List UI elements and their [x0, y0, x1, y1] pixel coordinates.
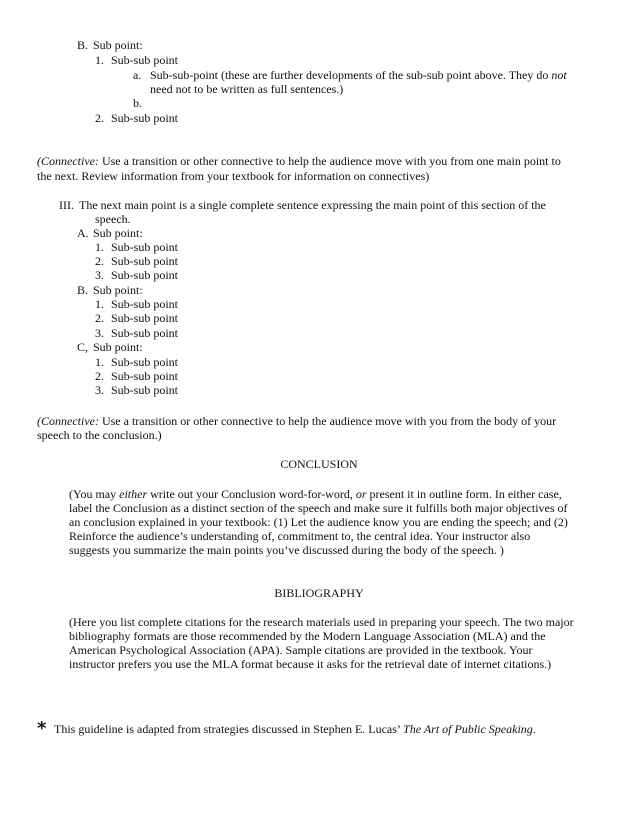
subsub-num: 3. [95, 383, 104, 397]
main-point-line1: The next main point is a single complete sentence expressing the main point of this section of the [79, 198, 546, 212]
subsub-text: Sub-sub point [111, 369, 179, 383]
subsubsub-a-line2: need not to be written as full sentences.) [150, 82, 344, 96]
subpoint-c-label: C, [77, 340, 89, 354]
main-point-line2: speech. [95, 212, 131, 226]
connective-label: (Connective: [37, 414, 99, 428]
bibliography-line2: bibliography formats are those recommended by the Modern Language Association (MLA) and the [69, 629, 546, 643]
subsub-text: Sub-sub point [111, 268, 179, 282]
subpoint-b2-label: B. [77, 283, 89, 297]
subsub-num: 1. [95, 297, 104, 311]
subsubsub-b-label: b. [133, 96, 142, 110]
book-title: The Art of Public Speaking [403, 722, 533, 736]
connective-label: (Connective: [37, 154, 99, 168]
subsub-num: 1. [95, 240, 104, 254]
footnote-asterisk: * [37, 718, 47, 739]
subsubsub-a-label: a. [133, 68, 142, 82]
subpoint-a-label: A. [77, 226, 89, 240]
subsub-num: 3. [95, 268, 104, 282]
conclusion-line1: (You may either write out your Conclusion word-for-word, or present it in outline form. In either case, [69, 487, 562, 501]
subsub-num: 2. [95, 369, 104, 383]
connective-1-line1: (Connective: Use a transition or other connective to help the audience move with you from one main point to [37, 154, 561, 168]
subsub-text: Sub-sub point [111, 326, 179, 340]
conclusion-line4: Reinforce the audience’s understanding of, commitment to, the central idea. Your instructor also [69, 529, 531, 543]
subpoint-b-text: Sub point: [93, 38, 143, 52]
main-point-numeral: III. [59, 198, 74, 212]
subsub-text: Sub-sub point [111, 383, 179, 397]
subsub-num: 1. [95, 355, 104, 369]
subsub-text: Sub-sub point [111, 254, 179, 268]
subsub-1-num: 1. [95, 53, 104, 67]
bibliography-heading: BIBLIOGRAPHY [274, 586, 364, 600]
subpoint-b2-text: Sub point: [93, 283, 143, 297]
subsub-2-text: Sub-sub point [111, 111, 179, 125]
subsub-num: 2. [95, 311, 104, 325]
subsub-text: Sub-sub point [111, 297, 179, 311]
conclusion-line2: label the Conclusion as a distinct section of the speech and make sure it fulfills both major objectives of [69, 501, 568, 515]
conclusion-heading: CONCLUSION [280, 457, 358, 471]
footnote-text: This guideline is adapted from strategies discussed in Stephen E. Lucas’ The Art of Public Speaking. [54, 722, 536, 736]
bibliography-line1: (Here you list complete citations for the research materials used in preparing your speech. The two major [69, 615, 574, 629]
subpoint-a-text: Sub point: [93, 226, 143, 240]
connective-1-line2: the next. Review information from your textbook for information on connectives) [37, 169, 430, 183]
subsub-text: Sub-sub point [111, 240, 179, 254]
conclusion-line5: suggests you summarize the main points you’ve discussed during the body of the speech. ) [69, 543, 504, 557]
bibliography-line4: instructor prefers you use the MLA format because it asks for the retrieval date of internet citations.) [69, 657, 552, 671]
connective-2-line2: speech to the conclusion.) [37, 428, 162, 442]
subpoint-b-label: B. [77, 38, 89, 52]
connective-2-line1: (Connective: Use a transition or other connective to help the audience move with you from the body of your [37, 414, 557, 428]
subpoint-c-text: Sub point: [93, 340, 143, 354]
subsubsub-a-line1: Sub-sub-point (these are further developments of the sub-sub point above. They do not [150, 68, 567, 82]
bibliography-line3: American Psychological Association (APA). Sample citations are provided in the textbook. Your [69, 643, 533, 657]
subsub-num: 3. [95, 326, 104, 340]
subsub-2-num: 2. [95, 111, 104, 125]
emphasis-not: not [551, 68, 567, 82]
subsub-num: 2. [95, 254, 104, 268]
subsub-1-text: Sub-sub point [111, 53, 179, 67]
subsub-text: Sub-sub point [111, 311, 179, 325]
conclusion-line3: an conclusion explained in your textbook: (1) Let the audience know you are ending the speech; and (2) [69, 515, 568, 529]
subsub-text: Sub-sub point [111, 355, 179, 369]
